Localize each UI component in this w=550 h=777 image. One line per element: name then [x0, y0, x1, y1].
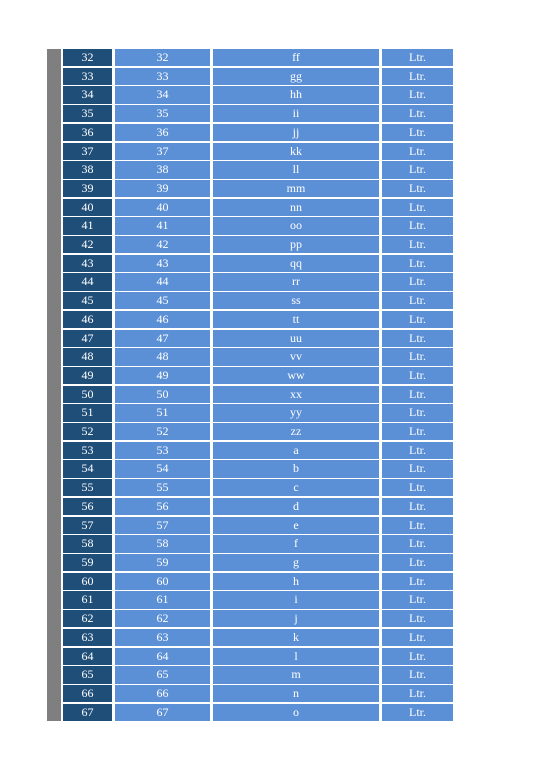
table-row — [63, 535, 453, 552]
name-cell: j — [213, 610, 379, 627]
table-row — [63, 573, 453, 590]
unit-cell: Ltr. — [382, 704, 453, 721]
code-cell: 49 — [115, 367, 210, 384]
name-cell: o — [213, 704, 379, 721]
row-number-cell: 66 — [63, 685, 112, 702]
unit-cell: Ltr. — [382, 124, 453, 141]
code-cell: 65 — [115, 666, 210, 683]
unit-cell: Ltr. — [382, 629, 453, 646]
code-cell: 41 — [115, 217, 210, 234]
name-cell: a — [213, 442, 379, 459]
row-number-cell: 47 — [63, 330, 112, 347]
name-cell: k — [213, 629, 379, 646]
code-cell: 46 — [115, 311, 210, 328]
name-cell: vv — [213, 348, 379, 365]
table-row — [63, 610, 453, 627]
name-cell: e — [213, 517, 379, 534]
table-row — [63, 648, 453, 665]
name-cell: h — [213, 573, 379, 590]
row-number-cell: 40 — [63, 199, 112, 216]
unit-cell: Ltr. — [382, 273, 453, 290]
row-number-cell: 65 — [63, 666, 112, 683]
table-row — [63, 367, 453, 384]
code-cell: 66 — [115, 685, 210, 702]
table-row — [63, 68, 453, 85]
table-row — [63, 554, 453, 571]
code-cell: 36 — [115, 124, 210, 141]
table-row — [63, 348, 453, 365]
table-row — [63, 423, 453, 440]
name-cell: mm — [213, 180, 379, 197]
table-row — [63, 255, 453, 272]
row-number-cell: 61 — [63, 591, 112, 608]
code-cell: 57 — [115, 517, 210, 534]
row-number-cell: 39 — [63, 180, 112, 197]
code-cell: 39 — [115, 180, 210, 197]
table-row — [63, 217, 453, 234]
table-row — [63, 386, 453, 403]
unit-cell: Ltr. — [382, 236, 453, 253]
code-cell: 38 — [115, 161, 210, 178]
table-row — [63, 404, 453, 421]
code-cell: 61 — [115, 591, 210, 608]
row-number-cell: 63 — [63, 629, 112, 646]
unit-cell: Ltr. — [382, 292, 453, 309]
unit-cell: Ltr. — [382, 554, 453, 571]
code-cell: 40 — [115, 199, 210, 216]
table-row — [63, 517, 453, 534]
unit-cell: Ltr. — [382, 217, 453, 234]
code-cell: 37 — [115, 143, 210, 160]
name-cell: i — [213, 591, 379, 608]
name-cell: c — [213, 479, 379, 496]
unit-cell: Ltr. — [382, 442, 453, 459]
row-number-cell: 33 — [63, 68, 112, 85]
code-cell: 54 — [115, 460, 210, 477]
row-number-cell: 51 — [63, 404, 112, 421]
name-cell: g — [213, 554, 379, 571]
name-cell: ii — [213, 105, 379, 122]
name-cell: d — [213, 498, 379, 515]
code-cell: 52 — [115, 423, 210, 440]
unit-cell: Ltr. — [382, 479, 453, 496]
name-cell: yy — [213, 404, 379, 421]
table-row — [63, 199, 453, 216]
code-cell: 42 — [115, 236, 210, 253]
row-number-cell: 32 — [63, 49, 112, 66]
name-cell: nn — [213, 199, 379, 216]
code-cell: 51 — [115, 404, 210, 421]
code-cell: 63 — [115, 629, 210, 646]
name-cell: m — [213, 666, 379, 683]
row-number-cell: 56 — [63, 498, 112, 515]
unit-cell: Ltr. — [382, 685, 453, 702]
code-cell: 43 — [115, 255, 210, 272]
name-cell: jj — [213, 124, 379, 141]
code-cell: 59 — [115, 554, 210, 571]
name-cell: xx — [213, 386, 379, 403]
code-cell: 47 — [115, 330, 210, 347]
row-number-cell: 37 — [63, 143, 112, 160]
unit-cell: Ltr. — [382, 591, 453, 608]
name-cell: b — [213, 460, 379, 477]
row-number-cell: 53 — [63, 442, 112, 459]
row-number-cell: 43 — [63, 255, 112, 272]
unit-cell: Ltr. — [382, 404, 453, 421]
row-number-cell: 36 — [63, 124, 112, 141]
unit-cell: Ltr. — [382, 573, 453, 590]
row-number-cell: 59 — [63, 554, 112, 571]
table-row — [63, 161, 453, 178]
row-number-cell: 38 — [63, 161, 112, 178]
unit-cell: Ltr. — [382, 330, 453, 347]
unit-cell: Ltr. — [382, 255, 453, 272]
unit-cell: Ltr. — [382, 498, 453, 515]
code-cell: 32 — [115, 49, 210, 66]
unit-cell: Ltr. — [382, 517, 453, 534]
name-cell: qq — [213, 255, 379, 272]
row-number-cell: 50 — [63, 386, 112, 403]
unit-cell: Ltr. — [382, 311, 453, 328]
name-cell: oo — [213, 217, 379, 234]
name-cell: uu — [213, 330, 379, 347]
table-row — [63, 180, 453, 197]
unit-cell: Ltr. — [382, 610, 453, 627]
code-cell: 58 — [115, 535, 210, 552]
table-row — [63, 292, 453, 309]
unit-cell: Ltr. — [382, 535, 453, 552]
table-row — [63, 685, 453, 702]
row-number-cell: 58 — [63, 535, 112, 552]
table-row — [63, 704, 453, 721]
left-margin-bar — [47, 49, 61, 721]
unit-cell: Ltr. — [382, 161, 453, 178]
row-number-cell: 35 — [63, 105, 112, 122]
name-cell: ff — [213, 49, 379, 66]
table-row — [63, 236, 453, 253]
row-number-cell: 64 — [63, 648, 112, 665]
unit-cell: Ltr. — [382, 49, 453, 66]
row-number-cell: 48 — [63, 348, 112, 365]
code-cell: 62 — [115, 610, 210, 627]
unit-cell: Ltr. — [382, 86, 453, 103]
row-number-cell: 67 — [63, 704, 112, 721]
unit-cell: Ltr. — [382, 143, 453, 160]
row-number-cell: 46 — [63, 311, 112, 328]
name-cell: hh — [213, 86, 379, 103]
row-number-cell: 55 — [63, 479, 112, 496]
code-cell: 35 — [115, 105, 210, 122]
name-cell: ss — [213, 292, 379, 309]
unit-cell: Ltr. — [382, 348, 453, 365]
code-cell: 45 — [115, 292, 210, 309]
name-cell: gg — [213, 68, 379, 85]
name-cell: tt — [213, 311, 379, 328]
table-row — [63, 629, 453, 646]
code-cell: 34 — [115, 86, 210, 103]
unit-cell: Ltr. — [382, 648, 453, 665]
name-cell: zz — [213, 423, 379, 440]
table-row — [63, 105, 453, 122]
table-row — [63, 273, 453, 290]
unit-cell: Ltr. — [382, 199, 453, 216]
table-row — [63, 49, 453, 66]
table-row — [63, 591, 453, 608]
name-cell: pp — [213, 236, 379, 253]
code-cell: 44 — [115, 273, 210, 290]
name-cell: f — [213, 535, 379, 552]
row-number-cell: 62 — [63, 610, 112, 627]
table-row — [63, 479, 453, 496]
table-row — [63, 460, 453, 477]
unit-cell: Ltr. — [382, 105, 453, 122]
unit-cell: Ltr. — [382, 666, 453, 683]
table-row — [63, 666, 453, 683]
row-number-cell: 41 — [63, 217, 112, 234]
code-cell: 48 — [115, 348, 210, 365]
table-row — [63, 442, 453, 459]
name-cell: kk — [213, 143, 379, 160]
unit-cell: Ltr. — [382, 386, 453, 403]
name-cell: n — [213, 685, 379, 702]
table-row — [63, 311, 453, 328]
code-cell: 50 — [115, 386, 210, 403]
row-number-cell: 52 — [63, 423, 112, 440]
unit-cell: Ltr. — [382, 180, 453, 197]
code-cell: 64 — [115, 648, 210, 665]
data-table — [63, 49, 453, 722]
row-number-cell: 34 — [63, 86, 112, 103]
code-cell: 53 — [115, 442, 210, 459]
code-cell: 33 — [115, 68, 210, 85]
name-cell: ww — [213, 367, 379, 384]
row-number-cell: 49 — [63, 367, 112, 384]
table-row — [63, 86, 453, 103]
row-number-cell: 60 — [63, 573, 112, 590]
table-row — [63, 330, 453, 347]
unit-cell: Ltr. — [382, 68, 453, 85]
name-cell: ll — [213, 161, 379, 178]
row-number-cell: 54 — [63, 460, 112, 477]
unit-cell: Ltr. — [382, 367, 453, 384]
name-cell: rr — [213, 273, 379, 290]
table-row — [63, 498, 453, 515]
row-number-cell: 57 — [63, 517, 112, 534]
code-cell: 56 — [115, 498, 210, 515]
unit-cell: Ltr. — [382, 460, 453, 477]
row-number-cell: 45 — [63, 292, 112, 309]
code-cell: 60 — [115, 573, 210, 590]
name-cell: l — [213, 648, 379, 665]
code-cell: 67 — [115, 704, 210, 721]
unit-cell: Ltr. — [382, 423, 453, 440]
table-row — [63, 143, 453, 160]
row-number-cell: 44 — [63, 273, 112, 290]
code-cell: 55 — [115, 479, 210, 496]
table-row — [63, 124, 453, 141]
row-number-cell: 42 — [63, 236, 112, 253]
